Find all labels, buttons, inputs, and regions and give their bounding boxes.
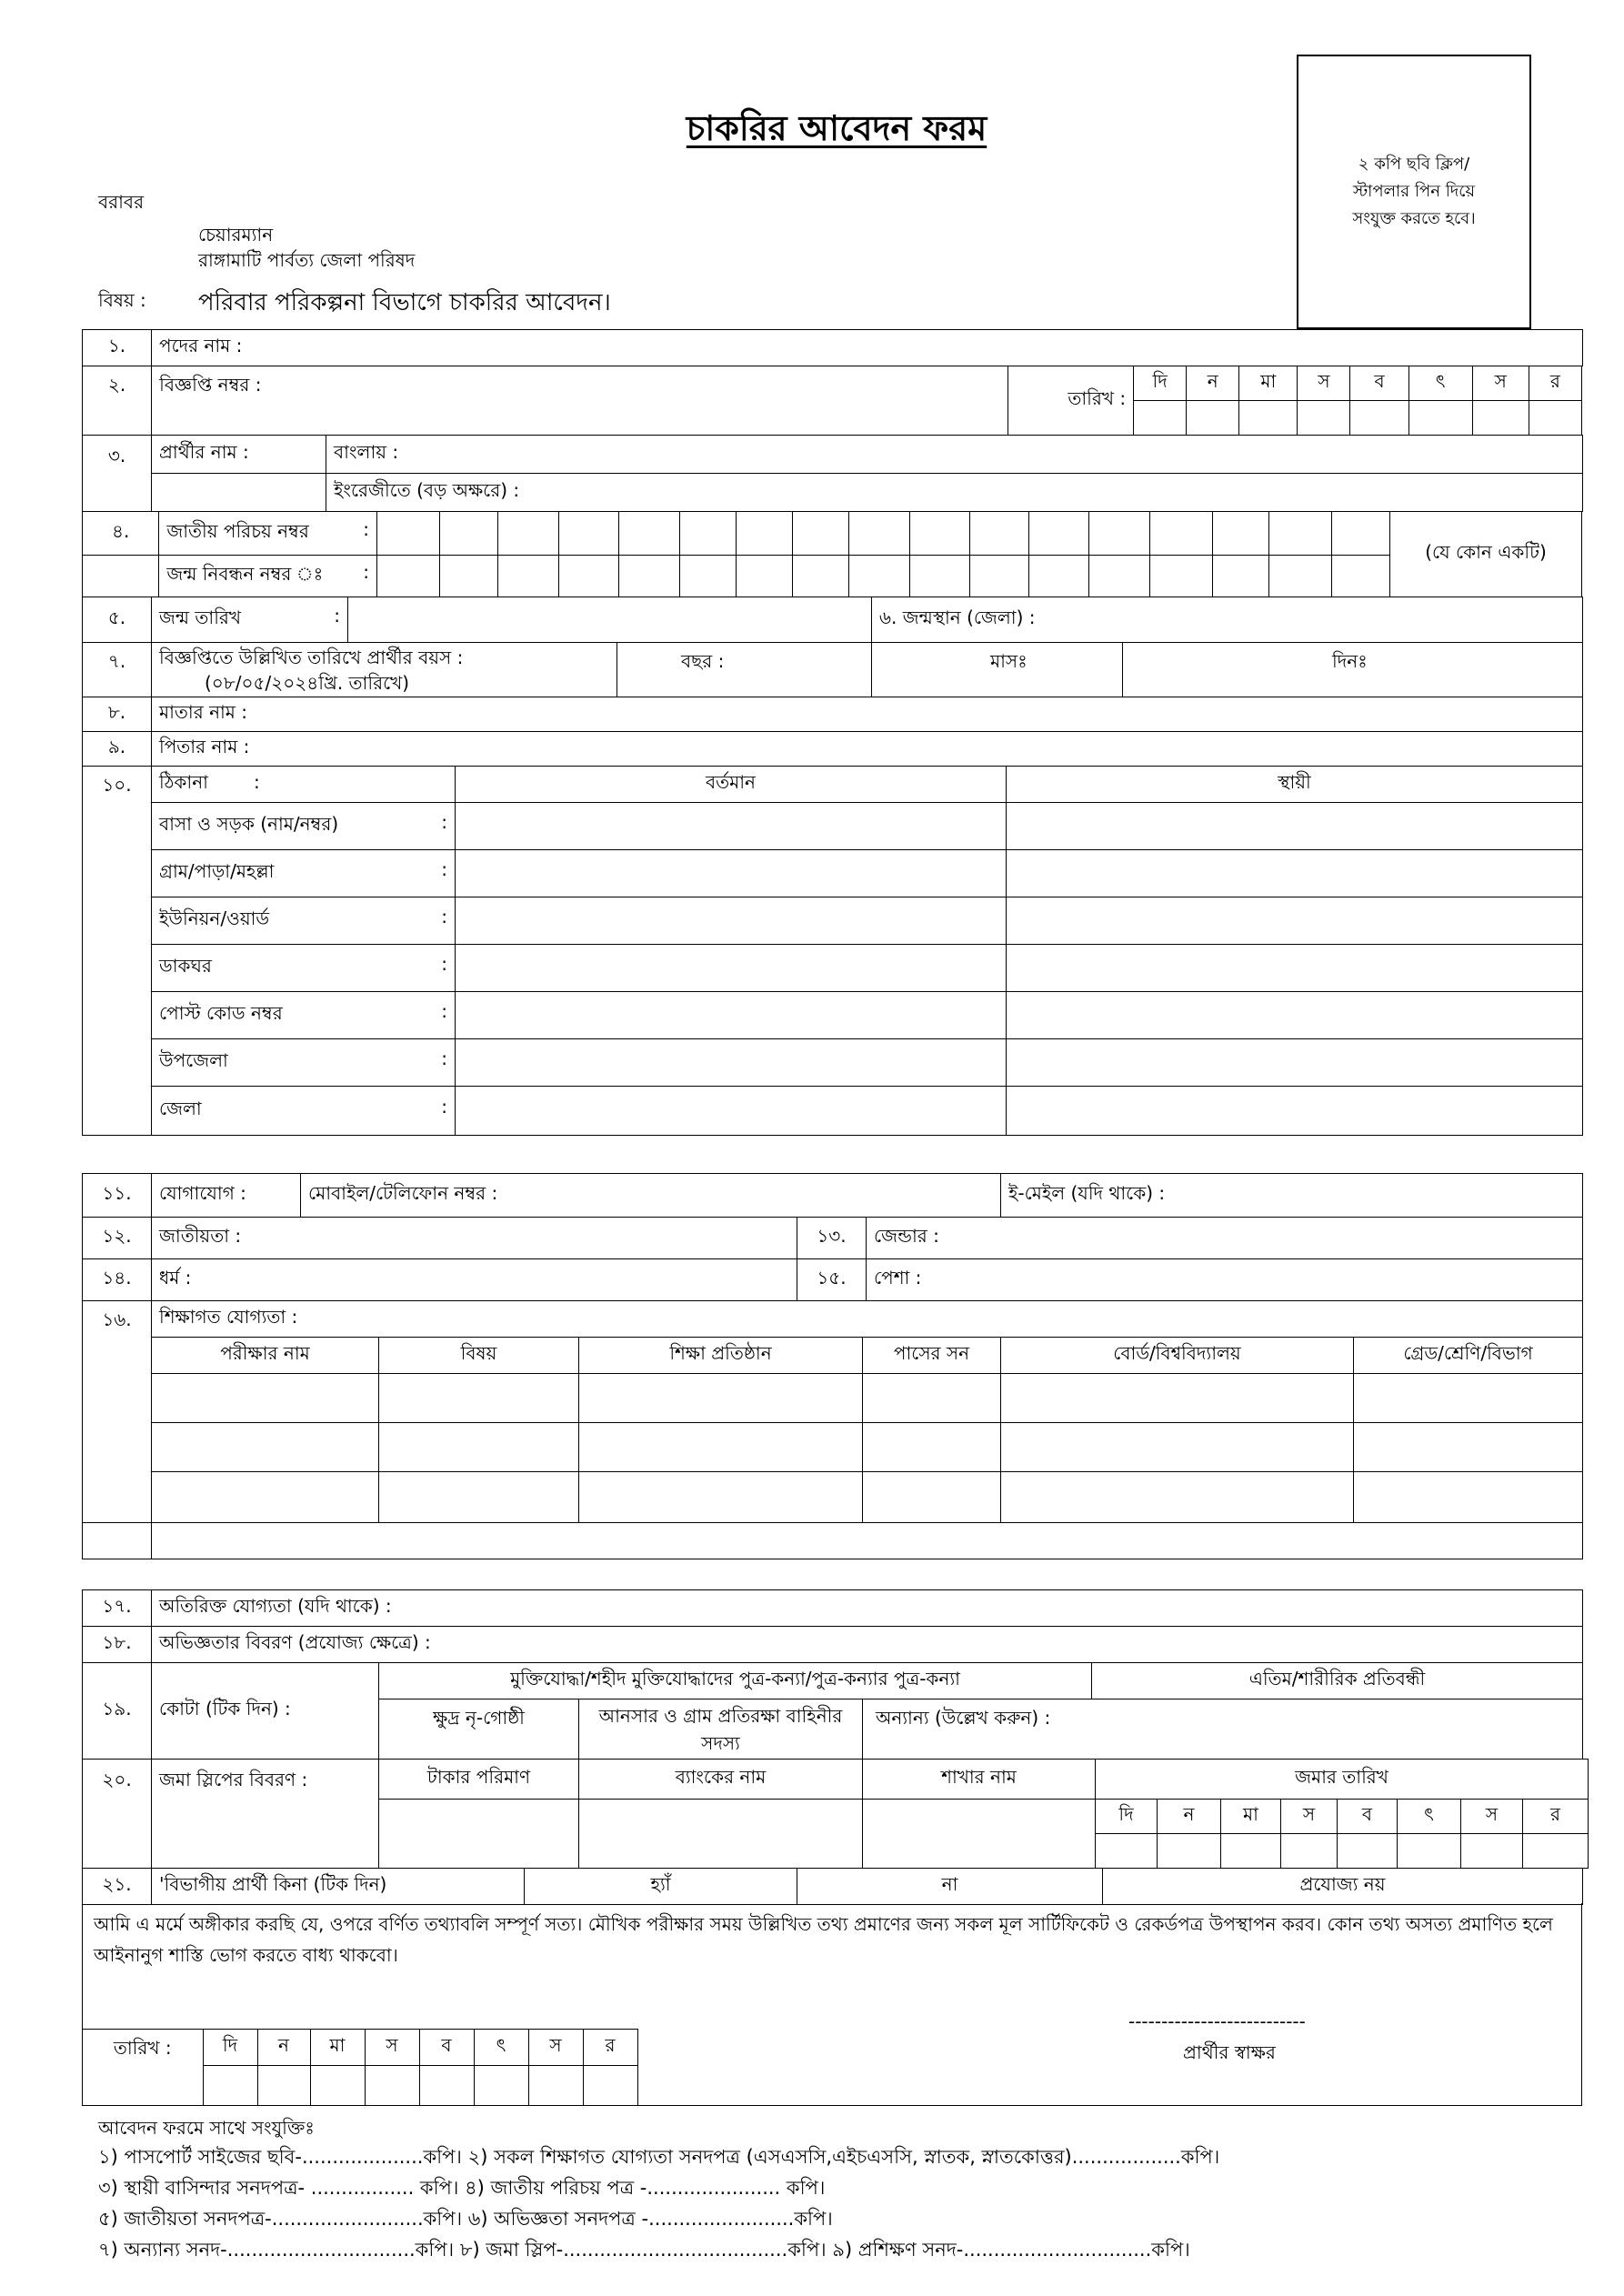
digit-cell[interactable] <box>498 512 559 556</box>
address-label-text: ঠিকানা <box>159 771 208 793</box>
address-item-text: গ্রাম/পাড়া/মহল্লা <box>159 860 275 882</box>
birthplace-label: ৬. জন্মস্থান (জেলা) : <box>879 607 1036 628</box>
present-address-header: বর্তমান <box>456 767 1007 803</box>
date-cell-year: ব <box>1338 1800 1398 1834</box>
digit-cell[interactable] <box>679 556 736 597</box>
colon: : <box>363 518 370 540</box>
row-number: ১৮. <box>83 1627 152 1663</box>
to-label: বরাবর <box>98 191 145 213</box>
edu-spacer <box>152 1523 1583 1559</box>
occupation-field[interactable] <box>867 1259 1583 1301</box>
quota-freedom-fighter[interactable]: মুক্তিযোদ্ধা/শহীদ মুক্তিযোদ্ধাদের পুত্র-কন্যা/পুত্র-কন্যার পুত্র-কন্যা <box>379 1663 1092 1699</box>
office: রাঙ্গামাটি পার্বত্য জেলা পরিষদ <box>198 249 416 271</box>
edu-header-subject: বিষয় <box>379 1338 579 1374</box>
row-4 <box>82 511 1582 597</box>
row-number: ১০. <box>83 767 152 1136</box>
signature-line: --------------------------- <box>1128 2010 1306 2032</box>
deposit-branch-header: শাখার নাম <box>863 1760 1096 1800</box>
recipient: চেয়ারম্যান <box>198 224 274 246</box>
digit-cell[interactable] <box>498 556 559 597</box>
row-number: ১৫. <box>797 1259 867 1301</box>
date-cell-day: ন <box>1187 366 1239 401</box>
digit-cell[interactable] <box>1089 512 1150 556</box>
edu-cell[interactable] <box>1354 1472 1583 1523</box>
father-name-label: পিতার নাম : <box>159 736 250 757</box>
date-cell-month: মা <box>1239 366 1298 401</box>
empty-cell <box>152 474 326 512</box>
quota-label: কোটা (টিক দিন) : <box>152 1663 379 1760</box>
date-input-cell[interactable] <box>310 2066 365 2106</box>
digit-cell[interactable] <box>737 556 793 597</box>
address-item-label <box>152 803 456 850</box>
dob-label-text: জন্ম তারিখ <box>159 607 242 628</box>
row-number: ১২. <box>83 1218 152 1259</box>
birthplace-field[interactable] <box>872 597 1583 643</box>
date-cell-day: দি <box>1134 366 1187 401</box>
date-cell-month: স <box>1298 366 1350 401</box>
row-11-contact <box>82 1173 1583 1218</box>
edu-header-institute: শিক্ষা প্রতিষ্ঠান <box>579 1338 863 1374</box>
date-input-cell[interactable] <box>1096 1834 1158 1869</box>
digit-cell[interactable] <box>1089 556 1150 597</box>
religion-label: ধর্ম : <box>159 1267 192 1288</box>
digit-cell[interactable] <box>439 512 497 556</box>
post-name-field[interactable] <box>152 330 1583 366</box>
edu-cell[interactable] <box>379 1374 579 1423</box>
row-7 <box>82 642 1583 697</box>
digit-cell[interactable] <box>679 512 736 556</box>
row-10-address <box>82 766 1583 1136</box>
nid-label-text: জাতীয় পরিচয় নম্বর <box>166 520 309 542</box>
application-form-table <box>82 329 1583 366</box>
colon: : <box>253 771 260 793</box>
birth-reg-label-text: জন্ম নিবন্ধন নম্বর ঃ <box>166 563 324 585</box>
deposit-label: জমা স্লিপের বিবরণ : <box>152 1760 379 1869</box>
digit-cell[interactable] <box>909 556 970 597</box>
digit-cell[interactable] <box>619 556 680 597</box>
mobile-label: মোবাইল/টেলিফোন নম্বর : <box>308 1182 498 1204</box>
digit-cell[interactable] <box>793 512 849 556</box>
date-input-cell[interactable] <box>1338 1834 1398 1869</box>
row-number: ১৪. <box>83 1259 152 1301</box>
address-item-text: জেলা <box>159 1098 202 1119</box>
attachments-title: আবেদন ফরমে সাথে সংযুক্তিঃ <box>98 2117 315 2139</box>
circular-date-label: তারিখ : <box>1007 366 1133 436</box>
edu-cell[interactable] <box>863 1472 1001 1523</box>
edu-header-grade: গ্রেড/শ্রেণি/বিভাগ <box>1354 1338 1583 1374</box>
digit-cell[interactable] <box>849 556 910 597</box>
edu-header-exam: পরীক্ষার নাম <box>152 1338 379 1374</box>
date-cell-month: মা <box>310 2030 365 2066</box>
quota-orphan-disabled[interactable]: এতিম/শারীরিক প্রতিবন্ধী <box>1092 1663 1583 1699</box>
date-cell-year: ব <box>419 2030 474 2066</box>
row-5 <box>82 597 1583 643</box>
row-17-18 <box>82 1589 1583 1663</box>
date-cell-year: স <box>528 2030 583 2066</box>
date-cell-month: স <box>365 2030 419 2066</box>
digit-cell[interactable] <box>558 512 619 556</box>
address-item-text: ডাকঘর <box>159 955 212 977</box>
address-item-text: বাসা ও সড়ক (নাম/নম্বর) <box>159 813 339 835</box>
edu-spacer <box>83 1523 152 1559</box>
nationality-field[interactable] <box>152 1218 797 1259</box>
date-cell-year: স <box>1472 366 1529 401</box>
date-input-cell[interactable] <box>1350 401 1408 436</box>
permanent-address-field[interactable] <box>1007 1039 1583 1087</box>
name-english-label: ইংরেজীতে (বড় অক্ষরে) : <box>334 479 520 501</box>
nationality-label: জাতীয়তা : <box>159 1225 242 1247</box>
row-number: ৮. <box>83 697 152 732</box>
row-number: ১৭. <box>83 1590 152 1627</box>
extra-qualification-label: অতিরিক্ত যোগ্যতা (যদি থাকে) : <box>159 1595 392 1617</box>
date-cell-year: ৎ <box>474 2030 528 2066</box>
date-input-cell[interactable] <box>365 2066 419 2106</box>
dob-field[interactable] <box>348 597 872 643</box>
gender-label: জেন্ডার : <box>874 1225 939 1247</box>
edu-cell[interactable] <box>579 1374 863 1423</box>
date-cell-year: স <box>1461 1800 1523 1834</box>
digit-cell[interactable] <box>1212 512 1268 556</box>
row-number: ১১. <box>83 1174 152 1218</box>
date-cell-year: ৎ <box>1398 1800 1461 1834</box>
digit-cell[interactable] <box>1028 512 1089 556</box>
row-number: ৫. <box>83 597 152 643</box>
address-item-label <box>152 1039 456 1087</box>
deposit-amount-header: টাকার পরিমাণ <box>379 1760 579 1800</box>
declaration-box <box>82 1903 1582 2106</box>
date-input-cell[interactable] <box>1134 401 1187 436</box>
deposit-amount-field[interactable] <box>379 1800 579 1869</box>
experience-label: অভিজ্ঞতার বিবরণ (প্রযোজ্য ক্ষেত্রে) : <box>159 1631 431 1653</box>
colon: : <box>441 1096 447 1118</box>
email-label: ই-মেইল (যদি থাকে) : <box>1008 1182 1166 1204</box>
date-input-cell[interactable] <box>1298 401 1350 436</box>
attachment-line: ১) পাসপোর্ট সাইজের ছবি-....................কপি। ২) সকল শিক্ষাগত যোগ্যতা সনদপত্র (এসএসসি,এইচএসসি, স্নাতক, স্নাতকোত্তর)..................কপি। <box>98 2146 1220 2168</box>
edu-cell[interactable] <box>579 1472 863 1523</box>
date-input-cell[interactable] <box>474 2066 528 2106</box>
permanent-address-field[interactable] <box>1007 897 1583 945</box>
mother-name-label: মাতার নাম : <box>159 701 248 723</box>
permanent-address-field[interactable] <box>1007 850 1583 897</box>
date-input-cell[interactable] <box>1523 1834 1589 1869</box>
attachment-line: ৭) অন্যান্য সনদ-...............................কপি। ৮) জমা স্লিপ-.....................................কপি। ৯) প্রশিক্ষণ সনদ-...............................কপি। <box>98 2239 1190 2261</box>
date-input-cell[interactable] <box>419 2066 474 2106</box>
date-cell-day: দি <box>1096 1800 1158 1834</box>
signature-label: প্রার্থীর স্বাক্ষর <box>1183 2041 1276 2063</box>
age-label-text: বিজ্ঞপ্তিতে উল্লিখিত তারিখে প্রার্থীর বয়স : <box>159 646 464 668</box>
age-day-field[interactable] <box>1123 643 1583 697</box>
row-number: ৯. <box>83 732 152 767</box>
edu-cell[interactable] <box>1001 1374 1354 1423</box>
address-item-text: ইউনিয়ন/ওয়ার্ড <box>159 907 270 929</box>
row-21-departmental <box>82 1868 1583 1905</box>
colon: : <box>441 811 447 833</box>
row-number: ১৩. <box>797 1218 867 1259</box>
subject-label: বিষয় : <box>98 289 146 311</box>
circular-number-field[interactable] <box>152 366 1008 436</box>
digit-cell[interactable] <box>1150 512 1213 556</box>
row-20-deposit <box>82 1759 1589 1869</box>
edu-cell[interactable] <box>1001 1423 1354 1472</box>
age-reference-date: (০৮/০৫/২০২৪খ্রি. তারিখে) <box>205 671 410 694</box>
address-item-label <box>152 945 456 992</box>
occupation-label: পেশা : <box>874 1267 922 1288</box>
quota-ethnic-minority[interactable]: ক্ষুদ্র নৃ-গোষ্ঠী <box>379 1699 579 1760</box>
departmental-label: 'বিভাগীয় প্রার্থী কিনা (টিক দিন) <box>152 1869 525 1905</box>
post-name-label: পদের নাম : <box>159 335 243 356</box>
date-cell-year: র <box>1529 366 1581 401</box>
edu-header-year: পাসের সন <box>863 1338 1001 1374</box>
any-one-note: (যে কোন একটি) <box>1390 512 1582 597</box>
colon: : <box>334 605 340 627</box>
edu-cell[interactable] <box>152 1374 379 1423</box>
extra-qualification-field[interactable] <box>152 1590 1583 1627</box>
email-field[interactable] <box>1001 1174 1583 1218</box>
name-bangla-field[interactable] <box>326 436 1583 474</box>
address-item-label <box>152 992 456 1039</box>
birth-reg-label <box>159 556 377 597</box>
photo-note-line: সংযুক্ত করতে হবে। <box>1352 209 1476 228</box>
empty-cell <box>83 556 159 597</box>
sign-date-label: তারিখ : <box>83 2030 203 2106</box>
date-cell-year: ৎ <box>1408 366 1472 401</box>
address-item-label <box>152 897 456 945</box>
edu-cell[interactable] <box>379 1472 579 1523</box>
form-title: চাকরির আবেদন ফরম <box>686 108 987 148</box>
age-month-field[interactable] <box>872 643 1123 697</box>
row-number: ২. <box>83 366 152 436</box>
edu-cell[interactable] <box>379 1423 579 1472</box>
edu-cell[interactable] <box>863 1423 1001 1472</box>
edu-cell[interactable] <box>863 1374 1001 1423</box>
deposit-bank-field[interactable] <box>579 1800 863 1869</box>
contact-label: যোগাযোগ : <box>152 1174 301 1218</box>
address-label <box>152 767 456 803</box>
colon: : <box>441 953 447 975</box>
present-address-field[interactable] <box>456 992 1007 1039</box>
date-input-cell[interactable] <box>1221 1834 1281 1869</box>
row-number: ৪. <box>83 512 159 556</box>
row-number: ২১. <box>83 1869 152 1905</box>
colon: : <box>363 561 370 583</box>
digit-cell[interactable] <box>439 556 497 597</box>
departmental-no[interactable]: না <box>797 1869 1103 1905</box>
address-item-label <box>152 850 456 897</box>
date-input-cell[interactable] <box>583 2066 637 2106</box>
digit-cell[interactable] <box>1268 512 1331 556</box>
quota-other-label: অন্যান্য (উল্লেখ করুন) : <box>876 1707 1051 1729</box>
digit-cell[interactable] <box>377 556 440 597</box>
date-input-cell[interactable] <box>1158 1834 1221 1869</box>
row-number: ১৬. <box>83 1301 152 1523</box>
present-address-field[interactable] <box>456 803 1007 850</box>
row-number: ২০. <box>83 1760 152 1869</box>
digit-cell[interactable] <box>558 556 619 597</box>
deposit-date-header: জমার তারিখ <box>1096 1760 1589 1800</box>
present-address-field[interactable] <box>456 1039 1007 1087</box>
permanent-address-field[interactable] <box>1007 803 1583 850</box>
present-address-field[interactable] <box>456 897 1007 945</box>
edu-cell[interactable] <box>152 1472 379 1523</box>
date-input-cell[interactable] <box>257 2066 310 2106</box>
date-cell-year: র <box>1523 1800 1589 1834</box>
date-input-cell[interactable] <box>528 2066 583 2106</box>
date-cell-month: মা <box>1221 1800 1281 1834</box>
date-input-cell[interactable] <box>203 2066 257 2106</box>
row-number: ৭. <box>83 643 152 697</box>
digit-cell[interactable] <box>1331 556 1389 597</box>
permanent-address-header: স্থায়ী <box>1007 767 1583 803</box>
declaration-text: আমি এ মর্মে অঙ্গীকার করছি যে, ওপরে বর্ণিত তথ্যাবলি সম্পূর্ণ সত্য। মৌখিক পরীক্ষার সময় উল্লিখিত তথ্য প্রমাণের জন্য সকল মূল সার্টিফিকেট ও রেকর্ডপত্র উপস্থাপন করব। কোন তথ্য অসত্য প্রমাণিত হলে আইনানুগ শাস্তি ভোগ করতে বাধ্য থাকবো। <box>94 1913 1553 1966</box>
address-item-text: উপজেলা <box>159 1049 228 1071</box>
row-2 <box>82 366 1582 436</box>
applicant-name-label: প্রার্থীর নাম : <box>152 436 326 474</box>
edu-cell[interactable] <box>152 1423 379 1472</box>
sign-date-table <box>83 2029 638 2106</box>
row-3 <box>82 435 1583 512</box>
departmental-yes[interactable]: হ্যাঁ <box>525 1869 797 1905</box>
date-input-cell[interactable] <box>1398 1834 1461 1869</box>
date-input-cell[interactable] <box>1461 1834 1523 1869</box>
gender-field[interactable] <box>867 1218 1583 1259</box>
colon: : <box>441 858 447 880</box>
name-bangla-label: বাংলায় : <box>334 441 399 463</box>
date-input-cell[interactable] <box>1529 401 1581 436</box>
religion-field[interactable] <box>152 1259 797 1301</box>
date-input-cell[interactable] <box>1187 401 1239 436</box>
row-8-9 <box>82 697 1583 767</box>
photo-note-line: স্টাপলার পিন দিয়ে <box>1352 182 1476 201</box>
date-input-cell[interactable] <box>1239 401 1298 436</box>
mobile-field[interactable] <box>301 1174 1001 1218</box>
permanent-address-field[interactable] <box>1007 945 1583 992</box>
present-address-field[interactable] <box>456 1087 1007 1136</box>
date-input-cell[interactable] <box>1408 401 1472 436</box>
dob-label <box>152 597 348 643</box>
education-label: শিক্ষাগত যোগ্যতা : <box>152 1301 1583 1338</box>
age-month-label: মাসঃ <box>990 650 1028 672</box>
nid-label <box>159 512 377 556</box>
digit-cell[interactable] <box>970 556 1028 597</box>
mother-name-field[interactable] <box>152 697 1583 732</box>
age-year-label: বছর : <box>681 650 725 672</box>
date-input-cell[interactable] <box>1281 1834 1338 1869</box>
edu-cell[interactable] <box>579 1423 863 1472</box>
digit-cell[interactable] <box>793 556 849 597</box>
permanent-address-field[interactable] <box>1007 1087 1583 1136</box>
digit-cell[interactable] <box>970 512 1028 556</box>
digit-cell[interactable] <box>377 512 440 556</box>
age-label <box>152 643 617 697</box>
digit-cell[interactable] <box>1028 556 1089 597</box>
attachment-line: ৫) জাতীয়তা সনদপত্র-.........................কপি। ৬) অভিজ্ঞতা সনদপত্র -........................কপি। <box>98 2208 833 2230</box>
date-cell-day: ন <box>1158 1800 1221 1834</box>
row-16-education <box>82 1300 1583 1559</box>
digit-cell[interactable] <box>1268 556 1331 597</box>
address-item-text: পোস্ট কোড নম্বর <box>159 1002 283 1024</box>
present-address-field[interactable] <box>456 850 1007 897</box>
edu-cell[interactable] <box>1354 1374 1583 1423</box>
date-cell-month: স <box>1281 1800 1338 1834</box>
row-number: ১৯. <box>83 1663 152 1760</box>
row-number: ১. <box>83 330 152 366</box>
permanent-address-field[interactable] <box>1007 992 1583 1039</box>
quota-other[interactable] <box>863 1699 1583 1760</box>
date-cell-year: ব <box>1350 366 1408 401</box>
photo-box <box>1297 55 1531 329</box>
digit-cell[interactable] <box>1150 556 1213 597</box>
colon: : <box>441 1048 447 1069</box>
edu-header-board: বোর্ড/বিশ্ববিদ্যালয় <box>1001 1338 1354 1374</box>
date-cell-day: ন <box>257 2030 310 2066</box>
colon: : <box>441 906 447 927</box>
digit-cell[interactable] <box>909 512 970 556</box>
digit-cell[interactable] <box>1212 556 1268 597</box>
age-day-label: দিনঃ <box>1332 650 1368 672</box>
row-12-15 <box>82 1217 1583 1301</box>
attachment-line: ৩) স্থায়ী বাসিন্দার সনদপত্র- ................. কপি। ৪) জাতীয় পরিচয় পত্র -...................... কপি। <box>98 2177 826 2199</box>
date-input-cell[interactable] <box>1472 401 1529 436</box>
father-name-field[interactable] <box>152 732 1583 767</box>
experience-field[interactable] <box>152 1627 1583 1663</box>
digit-cell[interactable] <box>619 512 680 556</box>
present-address-field[interactable] <box>456 945 1007 992</box>
quota-ansar-vdp[interactable]: আনসার ও গ্রাম প্রতিরক্ষা বাহিনীর সদস্য <box>579 1699 863 1760</box>
row-number: ৩. <box>83 436 152 512</box>
row-19-quota <box>82 1662 1583 1760</box>
date-cell-day: দি <box>203 2030 257 2066</box>
name-english-field[interactable] <box>326 474 1583 512</box>
edu-cell[interactable] <box>1001 1472 1354 1523</box>
date-cell-year: র <box>583 2030 637 2066</box>
address-item-label <box>152 1087 456 1136</box>
digit-cell[interactable] <box>849 512 910 556</box>
digit-cell[interactable] <box>1331 512 1389 556</box>
deposit-bank-header: ব্যাংকের নাম <box>579 1760 863 1800</box>
edu-cell[interactable] <box>1354 1423 1583 1472</box>
age-year-field[interactable] <box>617 643 872 697</box>
digit-cell[interactable] <box>737 512 793 556</box>
deposit-branch-field[interactable] <box>863 1800 1096 1869</box>
circular-number-label: বিজ্ঞপ্তি নম্বর : <box>159 374 262 396</box>
departmental-na[interactable]: প্রযোজ্য নয় <box>1103 1869 1583 1905</box>
colon: : <box>441 1000 447 1022</box>
subject: পরিবার পরিকল্পনা বিভাগে চাকরির আবেদন। <box>198 289 611 316</box>
photo-note-line: ২ কপি ছবি ক্লিপ/ <box>1358 155 1470 174</box>
